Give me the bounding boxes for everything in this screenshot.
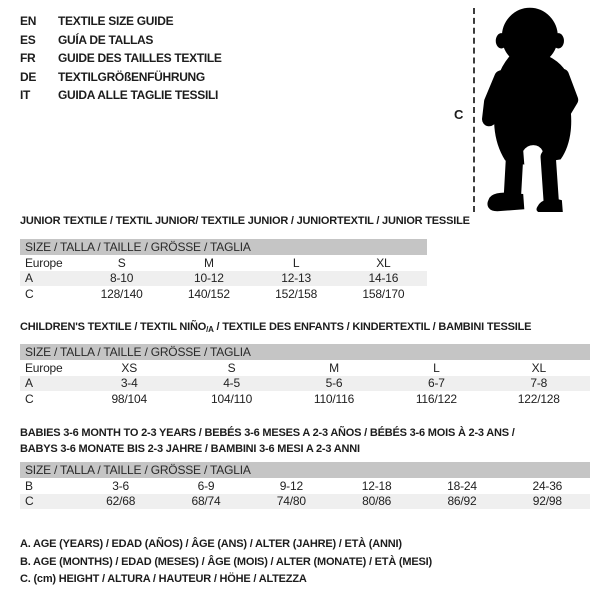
size-header-bar: SIZE / TALLA / TAILLE / GRÖSSE / TAGLIA <box>20 462 590 478</box>
table-cell: 4-5 <box>223 376 240 391</box>
table-cell: 3-4 <box>120 376 138 391</box>
language-row-fr <box>20 49 222 68</box>
table-cell: 7-8 <box>530 376 548 391</box>
table-row-europe <box>20 360 590 376</box>
children-title-post: / TEXTILE DES ENFANTS / KINDERTEXTIL / BAMBINI TESSILE <box>213 321 532 333</box>
table-cell: 116/122 <box>415 391 457 406</box>
row-label: C <box>25 286 34 301</box>
language-code: FR <box>20 51 36 65</box>
language-row-it <box>20 86 222 105</box>
table-cell: 92/98 <box>532 494 562 509</box>
footnote-b: B. AGE (MONTHS) / EDAD (MESES) / ÂGE (MOIS) / ALTER (MONATE) / ETÀ (MESI) <box>20 555 432 568</box>
language-code: DE <box>20 69 37 84</box>
table-cell: 128/140 <box>100 286 143 301</box>
junior-section-title: JUNIOR TEXTILE / TEXTIL JUNIOR/ TEXTILE JUNIOR / JUNIORTEXTIL / JUNIOR TESSILE <box>20 215 470 227</box>
size-header-bar: SIZE / TALLA / TAILLE / GRÖSSE / TAGLIA <box>20 344 590 360</box>
children-title-pre: CHILDREN'S TEXTILE / TEXTIL NIÑO <box>20 321 207 333</box>
language-code: EN <box>20 14 37 28</box>
table-cell: XL <box>376 255 391 270</box>
table-cell: 6-7 <box>427 376 445 391</box>
table-cell: 98/104 <box>111 391 147 406</box>
table-cell: 18-24 <box>447 478 477 493</box>
footnote-legend <box>20 536 432 589</box>
children-section-title <box>20 321 531 334</box>
row-label: B <box>25 478 33 493</box>
language-code: IT <box>20 88 31 102</box>
children-size-table <box>20 344 590 407</box>
table-row-height <box>20 494 590 510</box>
table-cell: 62/68 <box>106 494 136 509</box>
language-code: ES <box>20 32 36 47</box>
guide-title-de: TEXTILGRÖßENFÜHRUNG <box>58 69 205 84</box>
table-cell: L <box>433 360 440 375</box>
table-cell: L <box>292 255 300 270</box>
table-cell: XL <box>531 360 546 375</box>
table-cell: 10-12 <box>194 271 224 286</box>
footnote-a: A. AGE (YEARS) / EDAD (AÑOS) / ÂGE (ANS) / ALTER (JAHRE) / ETÀ (ANNI) <box>20 538 402 550</box>
table-cell: 6-9 <box>197 478 215 493</box>
table-cell: S <box>117 255 126 270</box>
row-label: Europe <box>25 360 63 375</box>
table-cell: 86/92 <box>447 494 477 509</box>
size-header-bar: SIZE / TALLA / TAILLE / GRÖSSE / TAGLIA <box>20 239 427 255</box>
table-cell: 104/110 <box>211 391 253 406</box>
table-cell: 110/116 <box>313 391 355 406</box>
table-cell: 68/74 <box>191 494 221 509</box>
table-cell: XS <box>121 360 137 375</box>
table-row-height <box>20 286 427 302</box>
table-cell: 122/128 <box>517 391 560 406</box>
row-label: Europe <box>25 255 63 270</box>
guide-title-en: TEXTILE SIZE GUIDE <box>58 14 174 28</box>
guide-title-es: GUÍA DE TALLAS <box>58 32 154 47</box>
table-cell: 12-13 <box>281 271 311 286</box>
height-measure-dashed-line <box>473 8 475 212</box>
table-cell: 14-16 <box>368 271 399 286</box>
table-row-age <box>20 376 590 392</box>
table-row-europe <box>20 255 427 271</box>
table-cell: 74/80 <box>276 494 306 509</box>
table-cell: 12-18 <box>361 478 392 493</box>
row-label: A <box>25 376 33 391</box>
language-title-list <box>20 12 222 105</box>
baby-silhouette-icon <box>481 6 595 212</box>
table-cell: M <box>203 255 214 270</box>
guide-title-it: GUIDA ALLE TAGLIE TESSILI <box>58 88 219 102</box>
guide-title-fr: GUIDE DES TAILLES TEXTILE <box>58 51 222 65</box>
language-row-es <box>20 31 222 50</box>
footnote-c: C. (cm) HEIGHT / ALTURA / HAUTEUR / HÖHE / ALTEZZA <box>20 573 307 585</box>
table-cell: 158/170 <box>362 286 405 301</box>
table-cell: 80/86 <box>362 494 392 509</box>
table-cell: 5-6 <box>325 376 343 391</box>
table-cell: 140/152 <box>187 286 230 301</box>
table-cell: M <box>329 360 339 375</box>
language-row-de <box>20 68 222 87</box>
table-row-height <box>20 391 590 407</box>
table-cell: 3-6 <box>112 478 130 493</box>
table-cell: 152/158 <box>275 286 318 301</box>
babies-size-table <box>20 462 590 509</box>
language-row-en <box>20 12 222 31</box>
row-label: C <box>25 391 34 406</box>
table-cell: S <box>227 360 236 375</box>
height-label-c: C <box>454 107 464 122</box>
table-row-age-months <box>20 478 590 494</box>
junior-size-table <box>20 239 427 302</box>
row-label: C <box>25 494 34 509</box>
babies-section-title-line1: BABIES 3-6 MONTH TO 2-3 YEARS / BEBÉS 3-6 MESES A 2-3 AÑOS / BÉBÉS 3-6 MOIS À 2-3 ANS / <box>20 427 515 439</box>
table-cell: 24-36 <box>532 478 563 493</box>
children-title-subscript: /A <box>206 325 214 334</box>
babies-section-title-line2: BABYS 3-6 MONATE BIS 2-3 JAHRE / BAMBINI 3-6 MESI A 2-3 ANNI <box>20 443 360 455</box>
table-cell: 9-12 <box>279 478 303 493</box>
table-cell: 8-10 <box>110 271 134 286</box>
table-row-age <box>20 271 427 287</box>
row-label: A <box>25 271 33 286</box>
